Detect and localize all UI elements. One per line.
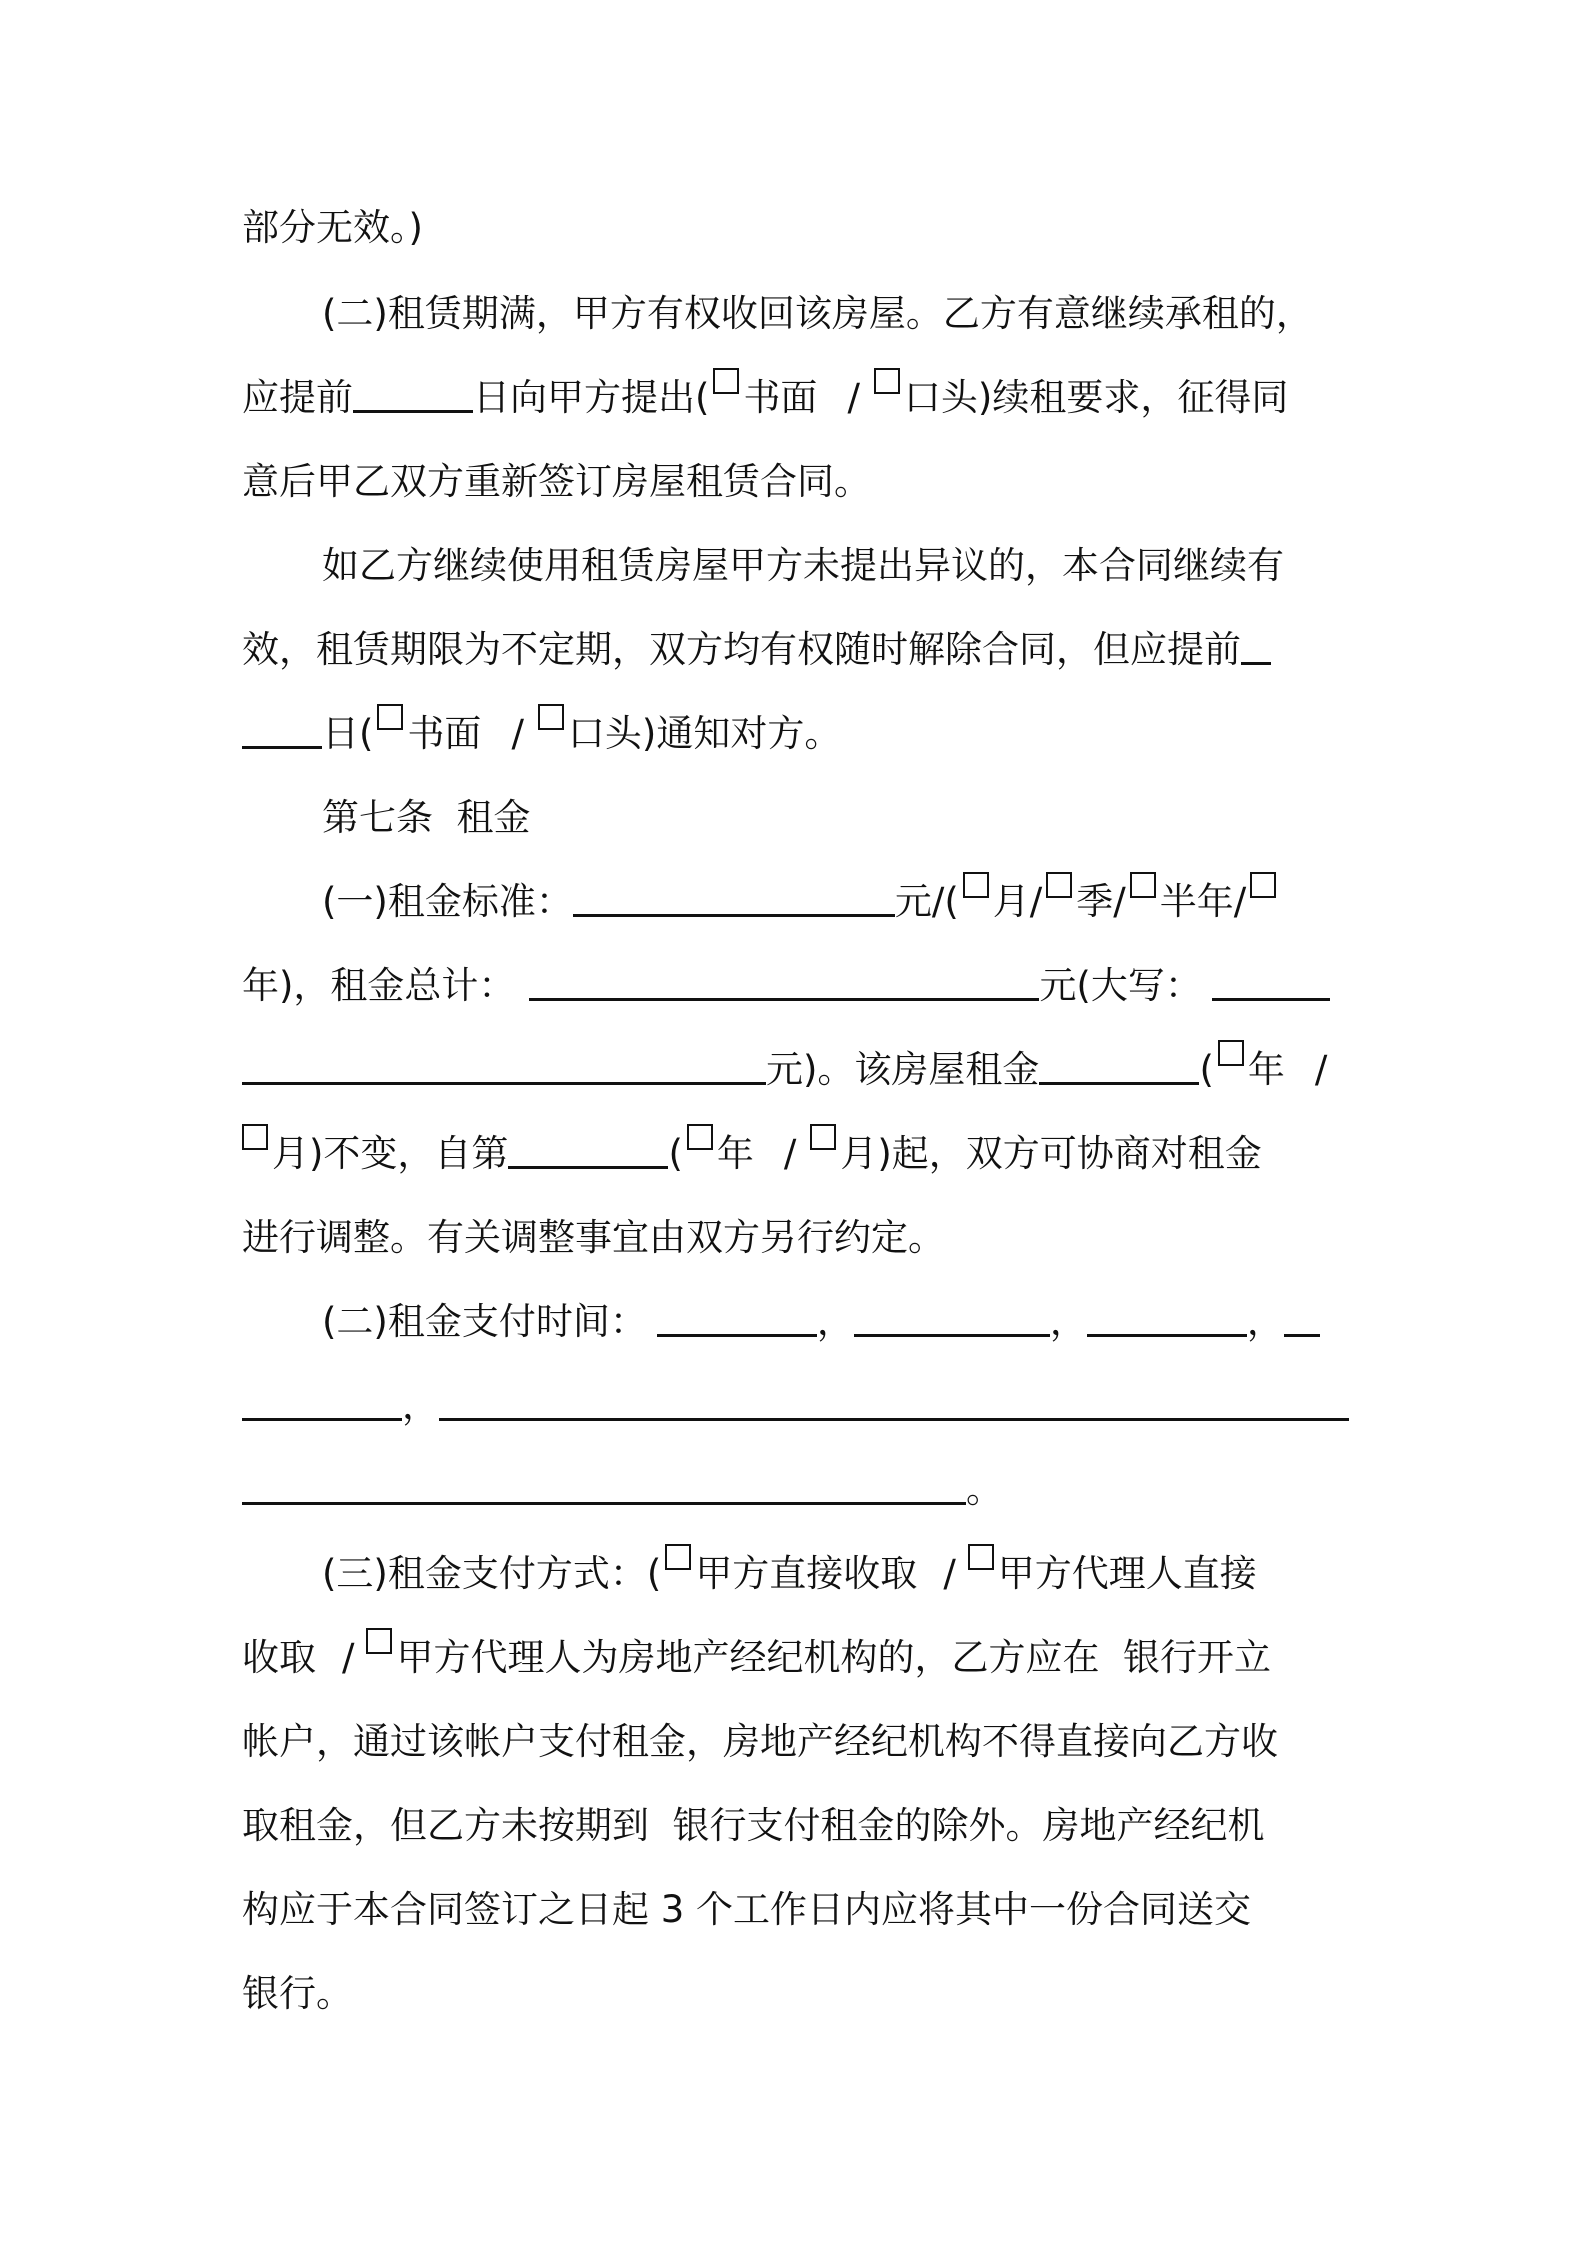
- fill-blank[interactable]: [1212, 956, 1330, 1001]
- text-fragment: /: [1314, 1048, 1328, 1091]
- text-fragment: 年)，租金总计：: [242, 964, 516, 1007]
- checkbox[interactable]: [963, 872, 989, 898]
- text-fragment: 应提前: [242, 376, 353, 419]
- fill-blank[interactable]: [1087, 1292, 1247, 1337]
- checkbox[interactable]: [665, 1544, 691, 1570]
- text-fragment: 效，租赁期限为不定期，双方均有权随时解除合同，但应提前: [242, 628, 1241, 671]
- text-fragment: /: [342, 1636, 355, 1679]
- text-line: [242, 284, 1358, 344]
- text-line: [242, 872, 1358, 932]
- fill-blank[interactable]: [242, 704, 322, 749]
- fill-blank[interactable]: [242, 1376, 402, 1421]
- text-fragment: 构应于本合同签订之日起 3 个工作日内应将其中一份合同送交: [242, 1888, 1252, 1931]
- text-line: [242, 198, 1358, 258]
- text-fragment: 年: [1247, 1048, 1285, 1091]
- text-line: [242, 1124, 1358, 1184]
- text-fragment: (二)租金支付时间：: [322, 1300, 647, 1343]
- text-line: [242, 536, 1358, 596]
- fill-blank[interactable]: [1284, 1292, 1320, 1337]
- text-fragment: 甲方直接收取: [695, 1552, 918, 1595]
- text-fragment: 。: [966, 1468, 1003, 1511]
- checkbox[interactable]: [1130, 872, 1156, 898]
- text-fragment: 意后甲乙双方重新签订房屋租赁合同。: [242, 460, 871, 503]
- text-fragment: 元(大写：: [1039, 964, 1202, 1007]
- checkbox[interactable]: [377, 704, 403, 730]
- text-line: [242, 704, 1358, 764]
- text-fragment: 日向甲方提出(: [473, 376, 710, 419]
- fill-blank[interactable]: [439, 1376, 1349, 1421]
- checkbox[interactable]: [687, 1124, 713, 1150]
- fill-blank[interactable]: [242, 1040, 766, 1085]
- text-fragment: 口头)通知对方。: [567, 712, 842, 755]
- text-line: [242, 1964, 1358, 2024]
- text-fragment: 取租金，但乙方未按期到 银行支付租金的除外。房地产经纪机: [242, 1804, 1265, 1847]
- text-fragment: 元/(: [894, 880, 959, 923]
- text-fragment: 季/: [1076, 880, 1126, 923]
- text-line: [242, 1040, 1358, 1100]
- text-line: [242, 1712, 1358, 1772]
- text-fragment: /: [511, 712, 524, 755]
- text-line: [242, 1628, 1358, 1688]
- checkbox[interactable]: [1218, 1040, 1244, 1066]
- text-fragment: 书面: [743, 376, 818, 419]
- text-fragment: (三)租金支付方式：(: [322, 1552, 662, 1595]
- checkbox[interactable]: [366, 1628, 392, 1654]
- text-fragment: 甲方代理人直接: [997, 1552, 1257, 1595]
- text-fragment: /: [783, 1132, 797, 1175]
- text-fragment: 如乙方继续使用租赁房屋甲方未提出异议的，本合同继续有: [322, 544, 1284, 587]
- checkbox[interactable]: [1250, 872, 1276, 898]
- text-line: [242, 620, 1358, 680]
- text-line: [242, 1544, 1358, 1604]
- fill-blank[interactable]: [657, 1292, 817, 1337]
- text-line: [242, 1796, 1358, 1856]
- text-fragment: 甲方代理人为房地产经纪机构的，乙方应在 银行开立: [396, 1636, 1271, 1679]
- text-fragment: 年: [716, 1132, 754, 1175]
- checkbox[interactable]: [242, 1124, 268, 1150]
- checkbox[interactable]: [1046, 872, 1072, 898]
- fill-blank[interactable]: [508, 1124, 668, 1169]
- text-fragment: 进行调整。有关调整事宜由双方另行约定。: [242, 1216, 945, 1259]
- text-fragment: 半年/: [1159, 880, 1247, 923]
- text-fragment: (二)租赁期满，甲方有权收回该房屋。乙方有意继续承租的，: [322, 292, 1313, 335]
- text-fragment: ，: [1049, 1300, 1087, 1343]
- text-fragment: 月/: [992, 880, 1043, 923]
- text-fragment: 部分无效。): [242, 206, 423, 249]
- checkbox[interactable]: [874, 368, 900, 394]
- text-fragment: 月)起，双方可协商对租金: [840, 1132, 1262, 1175]
- text-fragment: (: [1199, 1048, 1214, 1091]
- text-fragment: ，: [402, 1384, 439, 1427]
- text-fragment: 帐户，通过该帐户支付租金，房地产经纪机构不得直接向乙方收: [242, 1720, 1278, 1763]
- text-fragment: ，: [816, 1300, 854, 1343]
- fill-blank[interactable]: [1241, 620, 1271, 665]
- text-fragment: 书面: [407, 712, 482, 755]
- text-fragment: 元)。该房屋租金: [766, 1048, 1040, 1091]
- fill-blank[interactable]: [242, 1460, 966, 1505]
- fill-blank[interactable]: [353, 368, 473, 413]
- checkbox[interactable]: [538, 704, 564, 730]
- text-fragment: (: [668, 1132, 683, 1175]
- checkbox[interactable]: [713, 368, 739, 394]
- checkbox[interactable]: [810, 1124, 836, 1150]
- text-fragment: /: [943, 1552, 956, 1595]
- text-line: [242, 1292, 1358, 1352]
- section-heading: [242, 788, 1358, 848]
- fill-blank[interactable]: [854, 1292, 1050, 1337]
- text-fragment: (一)租金标准：: [322, 880, 573, 923]
- checkbox[interactable]: [968, 1544, 994, 1570]
- text-fragment: /: [847, 376, 860, 419]
- text-line: [242, 452, 1358, 512]
- text-fragment: 银行。: [242, 1972, 353, 2015]
- fill-blank[interactable]: [529, 956, 1039, 1001]
- text-line: [242, 1208, 1358, 1268]
- text-line: [242, 1376, 1358, 1436]
- fill-blank[interactable]: [1039, 1040, 1199, 1085]
- text-line: [242, 1460, 1358, 1520]
- text-fragment: 月)不变，自第: [272, 1132, 509, 1175]
- fill-blank[interactable]: [573, 872, 895, 917]
- text-fragment: 收取: [242, 1636, 316, 1679]
- text-fragment: 日(: [322, 712, 374, 755]
- text-fragment: 第七条 租金: [322, 796, 531, 839]
- text-fragment: 口头)续租要求，征得同: [903, 376, 1289, 419]
- text-line: [242, 1880, 1358, 1940]
- text-fragment: ，: [1246, 1300, 1284, 1343]
- text-line: [242, 368, 1358, 428]
- text-line: [242, 956, 1358, 1016]
